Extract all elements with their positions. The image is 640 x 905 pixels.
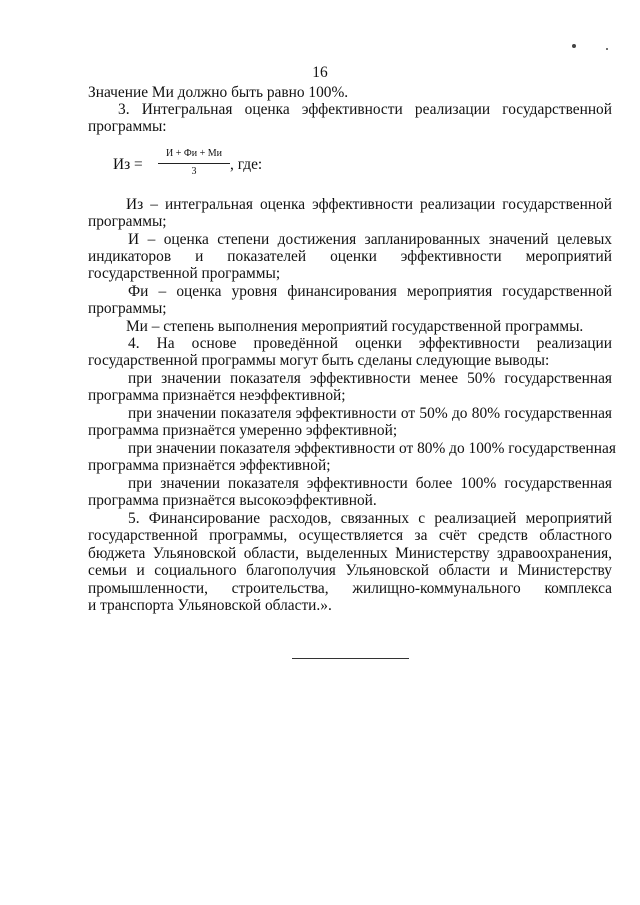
paragraph-line: бюджета Ульяновской области, выделенных Министерству здравоохранения, [88, 545, 612, 562]
paragraph-line: 3. Интегральная оценка эффективности реализации государственной [118, 101, 612, 118]
paragraph-line: при значении показателя эффективности от 50% до 80% государственная [128, 405, 612, 422]
formula-numerator: И + Фи + Ми [166, 148, 222, 159]
paragraph-line: 5. Финансирование расходов, связанных с реализацией мероприятий [128, 510, 612, 527]
scan-speck [572, 44, 576, 48]
paragraph-line: Фи – оценка уровня финансирования мероприятия государственной [128, 283, 612, 300]
fraction-bar [158, 163, 230, 164]
paragraph-line: программы; [88, 300, 167, 317]
paragraph-line: индикаторов и показателей оценки эффективности мероприятий [88, 248, 612, 265]
paragraph-line: при значении показателя эффективности более 100% государственная [128, 475, 612, 492]
paragraph-line: при значении показателя эффективности от 80% до 100% государственная [128, 440, 616, 457]
scan-speck [606, 48, 608, 50]
paragraph-line: И – оценка степени достижения запланированных значений целевых [128, 231, 612, 248]
paragraph-line: программа признаётся высокоэффективной. [88, 492, 377, 509]
paragraph-line: программа признаётся умеренно эффективной; [88, 422, 398, 439]
paragraph-line: Из – интегральная оценка эффективности реализации государственной [126, 196, 612, 213]
formula-lhs: Из = [113, 156, 143, 173]
paragraph-line: государственной программы могут быть сделаны следующие выводы: [88, 352, 550, 369]
formula-rhs: , где: [230, 156, 263, 173]
paragraph-line: программы: [88, 118, 167, 135]
paragraph-line: программа признаётся неэффективной; [88, 387, 346, 404]
paragraph-line: промышленности, строительства, жилищно-коммунального комплекса [88, 580, 612, 597]
paragraph-line: 4. На основе проведённой оценки эффективности реализации [128, 335, 612, 352]
paragraph-line: программы; [88, 213, 167, 230]
paragraph-line: государственной программы; [88, 265, 281, 282]
paragraph-line: государственной программы, осуществляется за счёт средств областного [88, 527, 612, 544]
paragraph-line: Значение Ми должно быть равно 100%. [88, 84, 349, 101]
end-of-document-rule [292, 658, 409, 659]
page-number: 16 [312, 64, 328, 81]
formula-denominator: 3 [191, 166, 197, 177]
paragraph-line: Ми – степень выполнения мероприятий государственной программы. [126, 318, 584, 335]
paragraph-line: семьи и социального благополучия Ульяновской области и Министерству [88, 562, 612, 579]
paragraph-line: при значении показателя эффективности менее 50% государственная [128, 370, 612, 387]
paragraph-line: и транспорта Ульяновской области.». [88, 597, 332, 614]
paragraph-line: программа признаётся эффективной; [88, 457, 331, 474]
